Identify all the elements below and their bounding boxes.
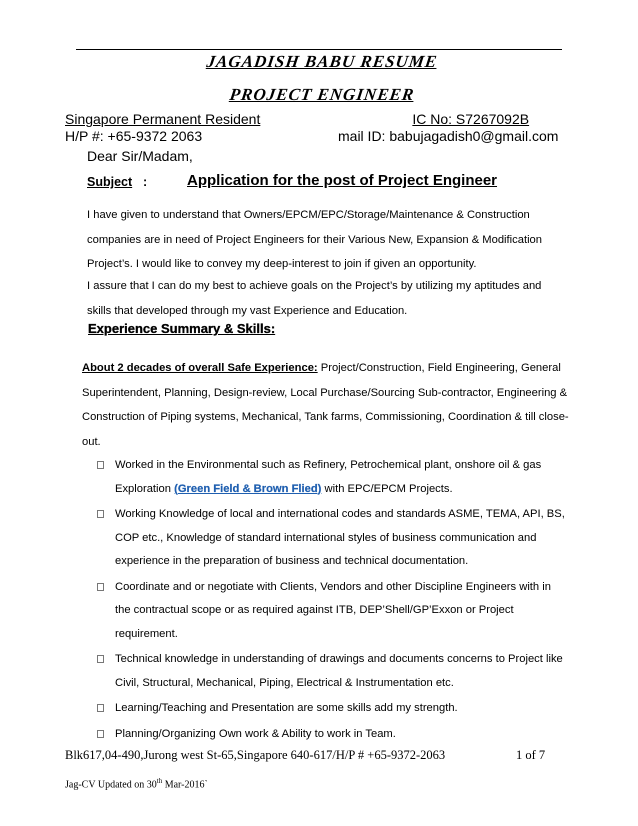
email-address: mail ID: babujagadish0@gmail.com	[338, 128, 559, 144]
bullet-text: Working Knowledge of local and international codes and standards ASME, TEMA, API, BS, COP etc., Knowledge of standard international styles of business communication and experience in the preparation of business and technical documentation.	[115, 508, 565, 567]
updated-date: Mar-2016`	[162, 779, 208, 791]
intro-paragraph: I have given to understand that Owners/EPCM/EPC/Storage/Maintenance & Construction companies are in need of Project Engineers for their Various New, Expansion & Modification Project’s. I would like to convey my deep-interest to join if given an opportunity.	[87, 209, 542, 270]
green-brown-field-link[interactable]: (Green Field & Brown Flied)	[174, 482, 322, 495]
checkbox-bullet-icon	[97, 704, 104, 712]
salutation: Dear Sir/Madam,	[87, 148, 193, 164]
list-item	[97, 697, 567, 721]
assurance-paragraph: I assure that I can do my best to achieve goals on the Project’s by utilizing my aptitudes and skills that developed through my vast Experience and Education.	[87, 280, 542, 317]
list-item	[97, 723, 567, 747]
checkbox-bullet-icon	[97, 583, 104, 591]
footer-address: Blk617,04-490,Jurong west St-65,Singapore 640-617/H/P # +65-9372-2063	[65, 748, 446, 762]
list-item	[97, 576, 567, 647]
bullet-text: Coordinate and or negotiate with Clients, Vendors and other Discipline Engineers with in the contractual scope or as required against ITB, DEP’Shell/GP’Exxon or Project requirement.	[115, 580, 551, 640]
list-item	[97, 503, 567, 574]
top-rule	[76, 49, 562, 50]
ic-number: IC No: S7267092B	[412, 111, 530, 127]
experience-heading: Experience Summary & Skills:	[88, 321, 276, 336]
list-item	[97, 454, 567, 501]
bullet-text: Learning/Teaching and Presentation are some skills add my strength.	[115, 702, 458, 714]
updated-note	[65, 777, 208, 790]
subject-text: Application for the post of Project Engineer	[187, 172, 498, 189]
resume-title: JAGADISH BABU RESUME	[205, 52, 439, 71]
subject-colon: :	[143, 175, 148, 189]
bullet-text: with EPC/EPCM Projects.	[321, 482, 453, 495]
subject-label: Subject	[87, 175, 133, 189]
checkbox-bullet-icon	[97, 655, 104, 663]
bullet-text: Planning/Organizing Own work & Ability to work in Team.	[115, 727, 396, 740]
updated-sup: th	[156, 777, 163, 785]
experience-lead-rest: Project/Construction, Field Engineering, General Superintendent, Planning, Design-review, Local Purchase/Sourcing Sub-contractor, Engineering & Construction of Piping systems, Mechanical, Tank farms, Commissioning, Coordination & till close-out.	[82, 362, 569, 448]
checkbox-bullet-icon	[97, 510, 104, 518]
experience-summary	[82, 356, 572, 454]
resident-line	[65, 111, 529, 127]
checkbox-bullet-icon	[97, 730, 104, 738]
page-number: 1 of 7	[516, 748, 546, 762]
updated-text: Jag-CV Updated on 30	[65, 779, 157, 791]
list-item	[97, 648, 567, 695]
bullet-text: Technical knowledge in understanding of drawings and documents concerns to Project like Civil, Structural, Mechanical, Piping, Electrical & Instrumentation etc.	[115, 653, 563, 689]
resident-status: Singapore Permanent Resident	[65, 111, 261, 127]
checkbox-bullet-icon	[97, 461, 104, 469]
phone-number: H/P #: +65-9372 2063	[65, 128, 203, 144]
job-title: PROJECT ENGINEER	[228, 85, 416, 104]
bullet-text: Worked in the Environmental such as Refinery, Petrochemical plant, onshore oil & gas Exploration	[115, 459, 542, 495]
experience-lead: About 2 decades of overall Safe Experience:	[82, 362, 318, 374]
skills-list	[97, 454, 567, 748]
